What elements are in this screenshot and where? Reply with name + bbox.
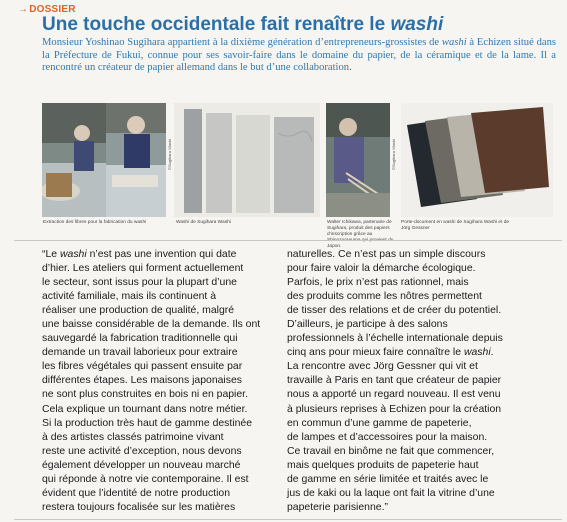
caption-document-holders: Porte-document en washi de Sugihara Washi et de Jörg Gessner xyxy=(401,220,510,231)
divider-bottom xyxy=(14,519,562,520)
body-emphasis: washi xyxy=(60,249,87,260)
intro-run: washi xyxy=(441,37,467,48)
intro-run: à Echizen situé dans la Préfecture de Fukui, connue pour ses savoir-faire dans le domaine du papier, de la céramique et de la lame. Il a rencontré un créateur de papier allemand dans le but d’une collaboration. xyxy=(42,37,556,74)
section-label: DOSSIER xyxy=(29,4,76,15)
divider-top xyxy=(14,240,562,241)
body-line xyxy=(42,290,276,304)
body-text: des produits comme les nôtres permettent xyxy=(287,291,482,303)
body-line xyxy=(287,262,559,276)
body-line xyxy=(287,374,559,388)
arrow-icon: → xyxy=(18,4,29,15)
body-line xyxy=(42,403,276,417)
photo-fiber-extraction-2 xyxy=(106,103,166,217)
body-line xyxy=(287,304,559,318)
body-text: professionnels à l’échelle internationale depuis xyxy=(287,333,503,345)
body-text: différentes étapes. Les maisons japonaises xyxy=(42,375,242,387)
body-line xyxy=(42,459,276,473)
body-line xyxy=(287,318,559,332)
body-text: de gamme en série limitée et traités avec le xyxy=(287,473,489,485)
caption-craftsman: Walter Ichikawa, partenaire de Sugihara, produit des papiers d’inscription grâce au Japon. xyxy=(327,220,392,249)
body-line xyxy=(287,388,559,402)
photo-document-holders xyxy=(401,103,553,217)
body-line xyxy=(287,403,559,417)
body-line xyxy=(287,417,559,431)
body-text: Cela explique un tournant dans notre métier. xyxy=(42,403,248,415)
caption-washi: Washi de Sugihara Washi xyxy=(176,220,231,225)
body-text: restera toujours focalisée sur les matières xyxy=(42,501,236,513)
photo-credit-1: ©Sugihara Washi xyxy=(167,138,172,170)
body-line xyxy=(42,332,276,346)
body-text: ne sont plus construites en bois ni en papier. xyxy=(42,389,248,401)
body-text: une baisse considérable de la demande. Ils ont xyxy=(42,319,261,331)
body-text: le secteur, sont issus pour la plupart d’une xyxy=(42,277,237,289)
headline-text: Une touche occidentale fait renaître le xyxy=(42,14,391,35)
body-line xyxy=(287,276,559,290)
body-text: La rencontre avec Jörg Gessner qui vit et xyxy=(287,361,478,373)
body-line xyxy=(42,346,276,360)
body-text: en commun d’une gamme de papeterie, xyxy=(287,417,472,429)
body-text: qui réponde à notre vie contemporaine. Il est xyxy=(42,473,249,485)
body-line xyxy=(42,431,276,445)
body-text: n’est pas une invention qui date xyxy=(86,249,237,260)
body-text: sauvegardé la fabrication traditionnelle qui xyxy=(42,333,238,345)
body-text: D’ailleurs, je participe à des salons xyxy=(287,319,448,331)
craftsman-illustration xyxy=(326,103,390,217)
body-text: d’hier. Les ateliers qui forment actuellement xyxy=(42,263,244,275)
body-text: travaille à Paris en tant que créateur de papier xyxy=(287,375,502,387)
body-line xyxy=(42,417,276,431)
body-text: “Le xyxy=(42,249,60,260)
body-text: Parfois, le prix n’est pas rationnel, mais xyxy=(287,277,469,289)
photo-craftsman xyxy=(326,103,390,217)
photo-washi-sheets xyxy=(174,103,320,217)
body-line xyxy=(287,248,559,262)
body-line xyxy=(42,388,276,402)
body-line xyxy=(42,276,276,290)
body-text: à des artistes classés patrimoine vivant xyxy=(42,431,224,443)
body-line xyxy=(42,248,276,262)
document-holders-illustration xyxy=(401,103,553,217)
body-line xyxy=(42,318,276,332)
body-line xyxy=(42,445,276,459)
body-text: évident que l’identité de notre production xyxy=(42,487,231,499)
body-line xyxy=(287,473,559,487)
body-line xyxy=(42,501,276,515)
body-text: . xyxy=(490,347,494,359)
body-text: les fibres végétales qui passent ensuite par xyxy=(42,361,243,373)
body-column-left xyxy=(42,248,276,515)
body-text: demande un travail laborieux pour extraire xyxy=(42,347,238,359)
fiber-worker-illustration xyxy=(106,103,166,217)
body-text: de lampes et d’accessoires pour la maison. xyxy=(287,431,488,443)
washi-sheets-illustration xyxy=(174,103,320,217)
body-column-right xyxy=(287,248,559,515)
intro-run: Monsieur Yoshinao Sugihara appartient à la dixième génération d’entrepreneurs-grossistes de xyxy=(42,37,442,48)
body-text: jus de kaki ou la laque ont fait la vitrine d’une xyxy=(287,487,495,499)
body-line xyxy=(42,487,276,501)
fiber-extraction-illustration xyxy=(42,103,106,217)
article-intro xyxy=(42,37,556,75)
body-text: reste une activité d’exception, nous devons xyxy=(42,445,242,457)
body-line xyxy=(287,445,559,459)
body-line xyxy=(287,290,559,304)
body-line xyxy=(287,459,559,473)
body-line xyxy=(287,332,559,346)
body-line xyxy=(42,262,276,276)
photo-fiber-extraction xyxy=(42,103,106,217)
body-line xyxy=(287,431,559,445)
headline-emphasis: washi xyxy=(390,14,444,35)
body-line xyxy=(287,501,559,515)
body-text: mais quelques produits de papeterie haut xyxy=(287,459,479,471)
body-text: nous a apporté un regard nouveau. Il est venu xyxy=(287,389,501,401)
body-line xyxy=(42,304,276,318)
body-text: Si la production très haut de gamme destinée xyxy=(42,417,253,429)
body-text: cinq ans pour mieux faire connaître le xyxy=(287,347,464,359)
body-text: naturelles. Ce n’est pas un simple discours xyxy=(287,249,486,260)
body-line xyxy=(287,360,559,374)
body-emphasis: washi xyxy=(463,347,491,359)
caption-fiber-extraction: Extraction des fibres pour la fabrication du washi xyxy=(43,220,147,225)
body-text: à plusieurs reprises à Echizen pour la création xyxy=(287,403,502,415)
body-text: papeterie parisienne.” xyxy=(287,501,388,513)
body-line xyxy=(42,360,276,374)
body-line xyxy=(42,374,276,388)
body-line xyxy=(287,487,559,501)
body-text: réaliser une production de qualité, malgré xyxy=(42,305,235,317)
body-text: de tisser des relations et de créer du potentiel. xyxy=(287,305,502,317)
photo-credit-2: ©Sugihara Washi xyxy=(391,138,396,170)
body-text: Ce travail en binôme ne fait que commencer, xyxy=(287,445,495,457)
body-line xyxy=(287,346,559,360)
article-headline xyxy=(42,14,562,36)
body-text: également développer un nouveau marché xyxy=(42,459,241,471)
body-text: activité familiale, mais ils continuent à xyxy=(42,291,217,303)
body-line xyxy=(42,473,276,487)
body-text: pour faire valoir la démarche écologique. xyxy=(287,263,476,275)
